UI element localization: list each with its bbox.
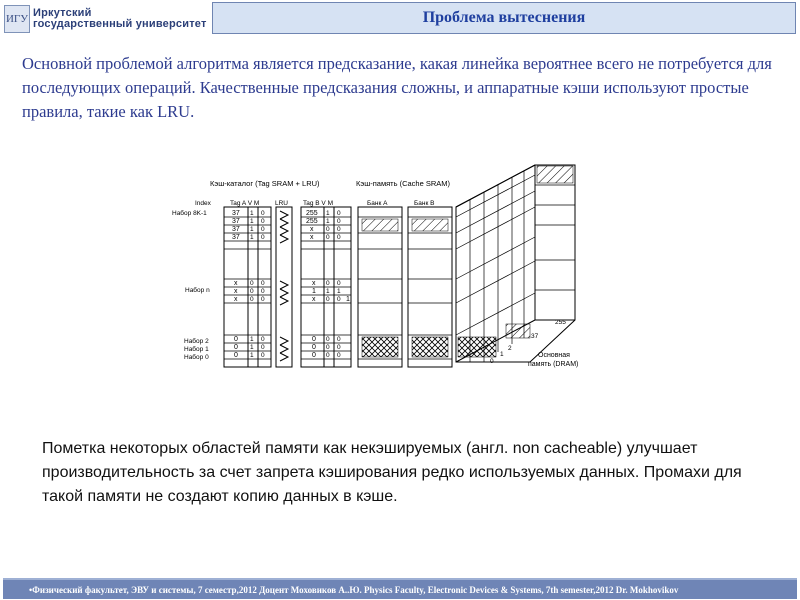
tag-a-bottom-0: 0 [234,336,238,343]
vm-bottom-b-4: 0 [326,352,330,359]
col-bank-a: Банк A [367,200,388,207]
dram-addr-2: 2 [508,345,512,352]
vm-top-a-3: 0 [261,218,265,225]
bank-b-block-top [412,219,448,231]
intro-paragraph: Основной проблемой алгоритма является предсказание, какая линейка вероятнее всего не потребуется для последующих операций. Качественные предсказания сложны, и аппаратные кэши используют простые правила, такие как LRU. [22,54,772,121]
vm-top-b-7: 0 [337,234,341,241]
vm-n-b-5: 0 [337,296,341,303]
row-n-marker: 1 [346,296,350,303]
vm-n-b-4: 0 [326,296,330,303]
vm-top-b-5: 0 [337,226,341,233]
col-bank-b: Банк B [414,200,435,207]
noncacheable-paragraph: Пометка некоторых областей памяти как некэшируемых (англ. non cacheable) улучшает производительность за счет запрета кэширования редко используемых данных. Промахи для такой памяти не создают копию данных в кэше. [42,440,742,505]
footer-bar [3,578,797,599]
vm-top-b-3: 0 [337,218,341,225]
tag-a-top-2: 37 [232,226,240,233]
tag-a-top-3: 37 [232,234,240,241]
vm-bottom-b-1: 0 [337,336,341,343]
set-label-2: Набор 2 [184,338,209,345]
bank-a-block-top [362,219,398,231]
vm-top-a-0: 1 [250,210,254,217]
dram-addr-255: 255 [555,319,566,326]
vm-bottom-a-1: 0 [261,336,265,343]
vm-top-a-4: 1 [250,226,254,233]
vm-n-b-3: 1 [337,288,341,295]
tag-a-n-0: x [234,280,238,287]
vm-top-a-6: 1 [250,234,254,241]
tag-b-bottom-1: 0 [312,344,316,351]
tag-b-top-3: x [310,234,314,241]
vm-bottom-b-3: 0 [337,344,341,351]
university-name: Иркутский государственный университет [33,7,207,30]
set-label-top: Набор 8K-1 [172,210,207,217]
col-tag-a: Tag A V M [230,200,260,207]
tag-b-n-0: x [312,280,316,287]
vm-bottom-b-2: 0 [326,344,330,351]
cache-heading: Кэш-память (Cache SRAM) [356,179,451,188]
dram-label-2: память (DRAM) [528,361,579,368]
catalog-heading: Кэш-каталог (Tag SRAM + LRU) [210,179,320,188]
tag-b-n-1: 1 [312,288,316,295]
dram-block-mid [506,324,530,338]
dram-block-bottom [458,337,496,357]
tag-b-n-2: x [312,296,316,303]
vm-n-a-4: 0 [250,296,254,303]
tag-b-bottom-0: 0 [312,336,316,343]
university-seal-icon: ИГУ [4,5,30,33]
vm-top-b-2: 1 [326,218,330,225]
dram-addr-37: 37 [531,333,539,340]
lru-arrows [280,211,288,361]
vm-n-b-1: 0 [337,280,341,287]
vm-top-b-0: 1 [326,210,330,217]
tag-a-bottom-2: 0 [234,352,238,359]
vm-bottom-a-3: 0 [261,344,265,351]
tag-a-n-2: x [234,296,238,303]
vm-n-a-2: 0 [250,288,254,295]
vm-n-b-0: 0 [326,280,330,287]
tag-b-top-1: 255 [306,218,318,225]
dram-addr-0: 0 [490,358,494,365]
tag-a-bottom-1: 0 [234,344,238,351]
bank-b-block-bottom [412,337,448,357]
vm-bottom-a-2: 1 [250,344,254,351]
vm-top-a-2: 1 [250,218,254,225]
tag-b-top-0: 255 [306,210,318,217]
vm-bottom-a-4: 1 [250,352,254,359]
vm-top-b-4: 0 [326,226,330,233]
tag-a-top-1: 37 [232,218,240,225]
bank-a-block-bottom [362,337,398,357]
vm-top-a-5: 0 [261,226,265,233]
dram-block-top [537,166,573,183]
tag-a-top-0: 37 [232,210,240,217]
tag-a-n-1: x [234,288,238,295]
col-lru: LRU [275,200,289,207]
set-label-0: Набор 0 [184,354,209,361]
footer-text: •Физический факультет, ЭВУ и системы, 7 семестр,2012 Доцент Моховиков А..Ю. Physics Faculty, Electronic Devices & Systems, 7th semester,2012 Dr. Mokhovikov [29,584,679,595]
dram-addr-1: 1 [500,351,504,358]
vm-bottom-b-0: 0 [326,336,330,343]
slide-title: Проблема вытеснения [422,9,586,26]
vm-bottom-a-0: 1 [250,336,254,343]
col-index: Index [195,200,211,207]
vm-top-b-6: 0 [326,234,330,241]
tag-b-bottom-2: 0 [312,352,316,359]
vm-n-a-1: 0 [261,280,265,287]
vm-n-a-5: 0 [261,296,265,303]
col-tag-b: Tag B V M [303,200,333,207]
vm-bottom-b-5: 0 [337,352,341,359]
tag-b-top-2: x [310,226,314,233]
vm-n-a-3: 0 [261,288,265,295]
vm-top-b-1: 0 [337,210,341,217]
vm-top-a-7: 0 [261,234,265,241]
set-label-n: Набор n [185,287,210,294]
vm-n-a-0: 0 [250,280,254,287]
vm-bottom-a-5: 0 [261,352,265,359]
set-label-1: Набор 1 [184,346,209,353]
dram-label-1: Основная [538,352,570,359]
vm-top-a-1: 0 [261,210,265,217]
vm-n-b-2: 1 [326,288,330,295]
